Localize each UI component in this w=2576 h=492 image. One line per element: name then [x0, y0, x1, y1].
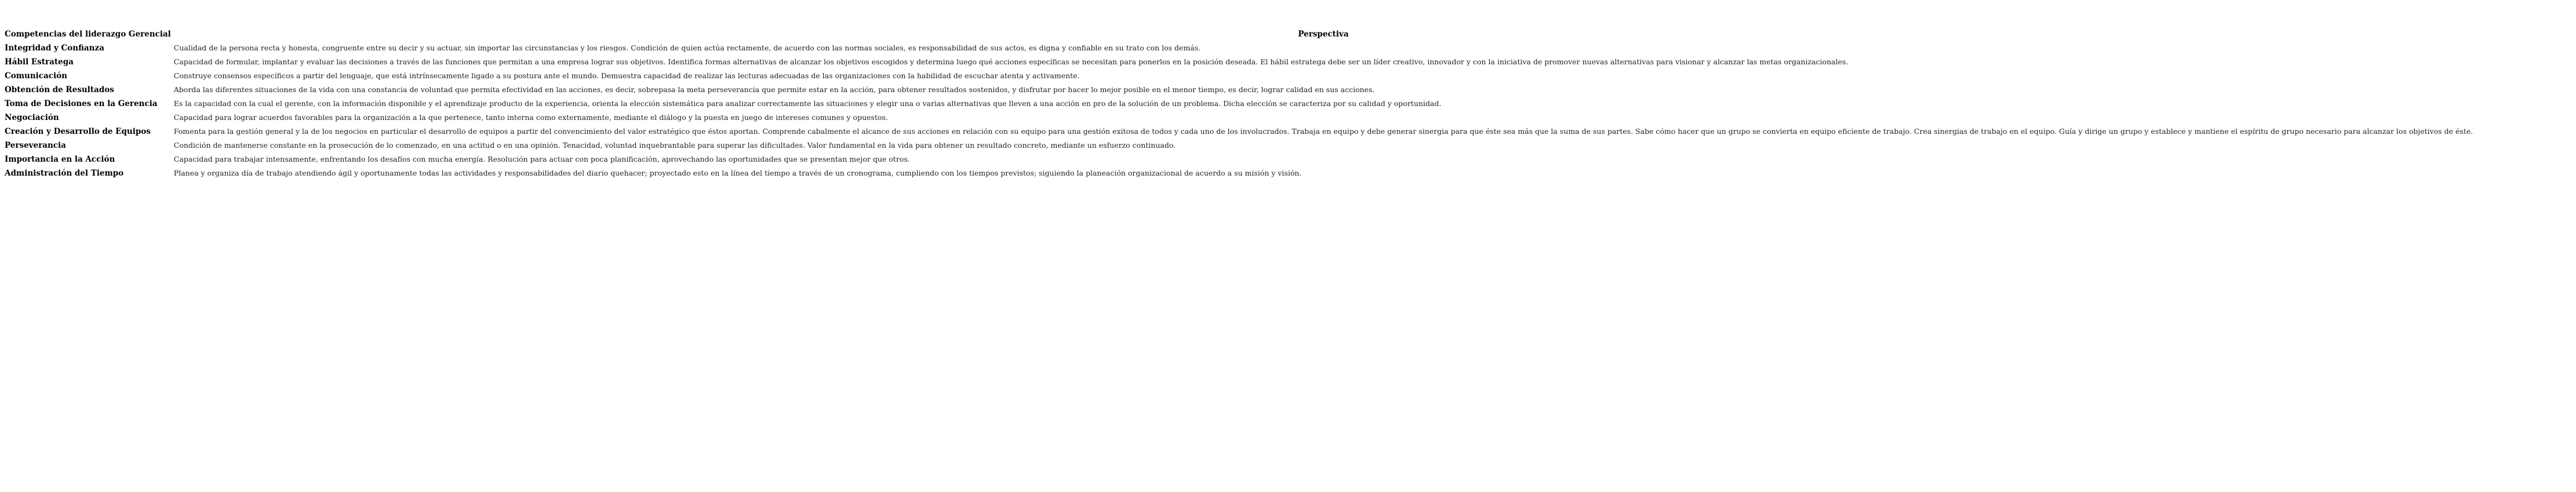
table-row	[3, 138, 2475, 152]
competency-description: Construye consensos específicos a partir del lenguaje, que está intrínsecamente ligado a su postura ante el mundo. Demuestra capacidad de realizar las lecturas adecuadas de las organizaciones con la habilidad de escuchar atenta y activamente.	[173, 71, 1080, 80]
header-row	[3, 27, 2475, 41]
table-header	[3, 27, 2475, 41]
competency-description: Cualidad de la persona recta y honesta, congruente entre su decir y su actuar, sin importar las circunstancias y los riesgos. Condición de quien actúa rectamente, de acuerdo con las normas sociales, es responsabilidad de sus actos, es digna y confiable en su trato con los demás.	[173, 43, 1201, 52]
header-perspectiva: Perspectiva	[1298, 30, 1349, 39]
competency-name: Integridad y Confianza	[5, 43, 104, 53]
competency-name: Administración del Tiempo	[5, 169, 124, 178]
competency-name: Toma de Decisiones en la Gerencia	[5, 99, 158, 108]
table-row	[3, 82, 2475, 96]
competency-description: Capacidad para lograr acuerdos favorables para la organización a la que pertenece, tanto interna como externamente, mediante el diálogo y la puesta en juego de intereses comunes y opuestos.	[173, 113, 888, 122]
table-row	[3, 68, 2475, 82]
competency-name: Hábil Estratega	[5, 57, 74, 67]
table-row	[3, 54, 2475, 68]
competency-description: Es la capacidad con la cual el gerente, con la información disponible y el aprendizaje producto de la experiencia, orienta la elección sistemática para analizar correctamente las situaciones y elegir una o varias alternativas que lleven a una acción en pro de la solución de un problema. Dicha elección se caracteriza por su calidad y oportunidad.	[173, 99, 1442, 108]
competency-description: Planea y organiza día de trabajo atendiendo ágil y oportunamente todas las actividades y responsabilidades del diario quehacer; proyectado esto en la línea del tiempo a través de un cronograma, cumpliendo con los tiempos previstos; siguiendo la planeación organizacional de acuerdo a su misión y visión.	[173, 169, 1302, 177]
competency-description: Condición de mantenerse constante en la prosecución de lo comenzado, en una actitud o en una opinión. Tenacidad, voluntad inquebrantable para superar las dificultades. Valor fundamental en la vida para obtener un resultado concreto, mediante un esfuerzo continuado.	[173, 141, 1176, 150]
competency-name: Negociación	[5, 113, 59, 122]
competencias-table	[3, 27, 2475, 180]
table-row	[3, 110, 2475, 124]
table-row	[3, 166, 2475, 180]
competency-description: Capacidad de formular, implantar y evaluar las decisiones a través de las funciones que permitan a una empresa lograr sus objetivos. Identifica formas alternativas de alcanzar los objetivos escogidos y determina luego qué acciones específicas se necesitan para ponerlos en la posición deseada. El hábil estratega debe ser un líder creativo, innovador y con la iniciativa de promover nuevas alternativas para visionar y alcanzar las metas organizacionales.	[173, 57, 1849, 66]
table-row	[3, 96, 2475, 110]
competency-description: Capacidad para trabajar intensamente, enfrentando los desafíos con mucha energía. Resolución para actuar con poca planificación, aprovechando las oportunidades que se presentan mejor que otros.	[173, 155, 910, 163]
competency-name: Perseverancia	[5, 141, 66, 150]
competency-name: Obtención de Resultados	[5, 85, 114, 94]
table-body	[3, 41, 2475, 180]
competency-name: Importancia en la Acción	[5, 155, 115, 164]
table-row	[3, 152, 2475, 166]
header-competencias: Competencias del liderazgo Gerencial	[5, 30, 171, 39]
competency-name: Comunicación	[5, 71, 67, 81]
table-row	[3, 124, 2475, 138]
competency-name: Creación y Desarrollo de Equipos	[5, 127, 151, 136]
table-row	[3, 41, 2475, 54]
competency-description: Fomenta para la gestión general y la de los negocios en particular el desarrollo de equipos a partir del convencimiento del valor estratégico que éstos aportan. Comprende cabalmente el alcance de sus acciones en relación con su equipo para una gestión exitosa de todos y cada uno de los involucrados. Trabaja en equipo y debe generar sinergia para que éste sea más que la suma de sus partes. Sabe cómo hacer que un grupo se convierta en equipo eficiente de trabajo. Crea sinergias de trabajo en el equipo. Guía y dirige un grupo y establece y mantiene el espíritu de grupo necesario para alcanzar los objetivos de éste.	[173, 127, 2473, 136]
competency-description: Aborda las diferentes situaciones de la vida con una constancia de voluntad que permita efectividad en las acciones, es decir, sobrepasa la meta perseverancia que permite estar en la acción, para obtener resultados sostenidos, y disfrutar por hacer lo mejor posible en el menor tiempo, es decir, lograr calidad en sus acciones.	[173, 85, 1375, 94]
